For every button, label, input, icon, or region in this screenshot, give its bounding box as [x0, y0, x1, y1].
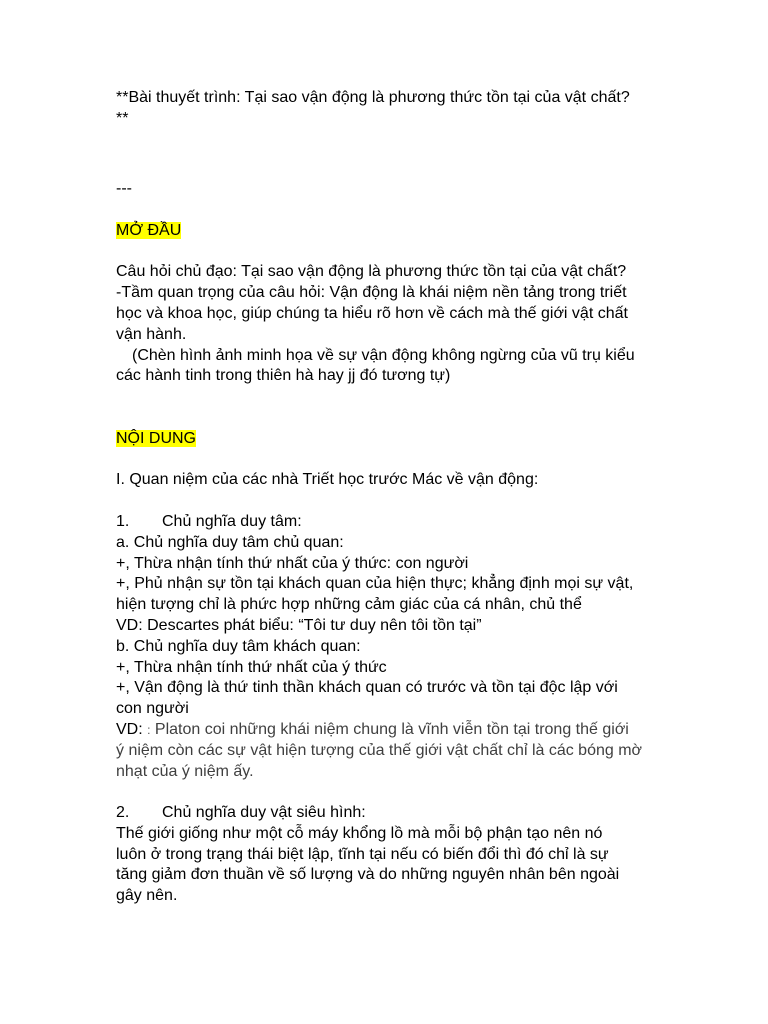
- intro-heading-text: MỞ ĐẦU: [116, 221, 182, 239]
- intro-heading: [116, 221, 676, 242]
- document-title: **Bài thuyết trình: Tại sao vận động là phương thức tồn tại của vật chất?: [116, 89, 630, 106]
- item2-line: luôn ở trong trạng thái biệt lập, tĩnh tại nếu có biến đổi thì đó chỉ là sự: [116, 845, 609, 863]
- item1-title: Chủ nghĩa duy tâm:: [162, 512, 302, 530]
- intro-image-note: các hành tinh trong thiên hà hay jj đó tương tự): [116, 367, 451, 385]
- item1-line: b. Chủ nghĩa duy tâm khách quan:: [116, 637, 361, 655]
- item1-line: hiện tượng chỉ là phức hợp những cảm giác của cá nhân, chủ thể: [116, 596, 582, 614]
- document-page: [116, 88, 676, 907]
- example-marker: :: [147, 722, 151, 737]
- item2-heading: [116, 803, 676, 824]
- example-text: ý niệm còn các sự vật hiện tượng của thế giới vật chất chỉ là các bóng mờ: [116, 741, 643, 759]
- intro-line: học và khoa học, giúp chúng ta hiểu rõ hơn về cách mà thế giới vật chất: [116, 304, 628, 322]
- item1-line: +, Thừa nhận tính thứ nhất của ý thức: [116, 658, 387, 676]
- section-title: I. Quan niệm của các nhà Triết học trước Mác về vận động:: [116, 471, 539, 489]
- item1-line: a. Chủ nghĩa duy tâm chủ quan:: [116, 533, 344, 551]
- item1-line: VD: Descartes phát biểu: “Tôi tư duy nên tôi tồn tại”: [116, 616, 482, 634]
- intro-image-note: (Chèn hình ảnh minh họa về sự vận động không ngừng của vũ trụ kiểu: [132, 346, 635, 364]
- body-heading: [116, 429, 676, 450]
- item1-line: +, Phủ nhận sự tồn tại khách quan của hiện thực; khẳng định mọi sự vật,: [116, 575, 634, 593]
- item2-title: Chủ nghĩa duy vật siêu hình:: [162, 804, 366, 822]
- item1-number: 1.: [116, 512, 130, 530]
- intro-line: vận hành.: [116, 325, 187, 343]
- item2-line: Thế giới giống như một cỗ máy khổng lồ mà mỗi bộ phận tạo nên nó: [116, 824, 603, 842]
- item1-line: +, Thừa nhận tính thứ nhất của ý thức: con người: [116, 554, 469, 572]
- item1-heading: [116, 512, 676, 533]
- example-text: nhạt của ý niệm ấy.: [116, 762, 254, 780]
- body-heading-text: NỘI DUNG: [116, 429, 196, 447]
- intro-line: -Tầm quan trọng của câu hỏi: Vận động là khái niệm nền tảng trong triết: [116, 284, 627, 302]
- item1-line: +, Vận động là thứ tinh thần khách quan có trước và tồn tại độc lập với: [116, 679, 618, 697]
- separator: ---: [116, 180, 132, 198]
- item2-number: 2.: [116, 804, 130, 822]
- intro-line: Câu hỏi chủ đạo: Tại sao vận động là phương thức tồn tại của vật chất?: [116, 263, 627, 281]
- example-label: VD:: [116, 720, 143, 738]
- item1-example: [116, 720, 676, 741]
- item1-line: con người: [116, 700, 189, 718]
- document-title-end: **: [116, 109, 129, 127]
- example-text: Platon coi những khái niệm chung là vĩnh viễn tồn tại trong thế giới: [154, 720, 629, 738]
- item2-line: gây nên.: [116, 887, 178, 905]
- item2-line: tăng giảm đơn thuần về số lượng và do những nguyên nhân bên ngoài: [116, 866, 620, 884]
